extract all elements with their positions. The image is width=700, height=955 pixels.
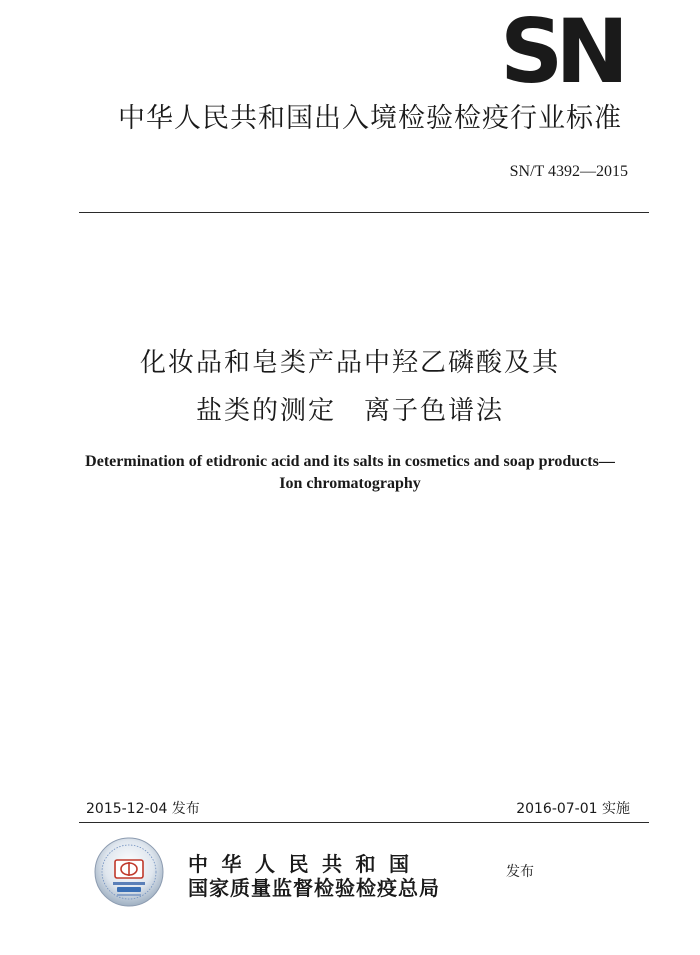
footer-divider bbox=[79, 822, 649, 823]
svg-text:SN: SN bbox=[500, 12, 622, 84]
issue-date: 2015-12-04 发布 bbox=[86, 801, 200, 817]
anti-counterfeit-seal-icon bbox=[93, 836, 165, 908]
publish-label: 发布 bbox=[506, 864, 534, 880]
standard-category: 中华人民共和国出入境检验检疫行业标准 bbox=[118, 103, 622, 134]
title-zh-line2: 盐类的测定 离子色谱法 bbox=[195, 396, 504, 426]
title-en-line2: Ion chromatography bbox=[279, 475, 421, 492]
standard-number: SN/T 4392—2015 bbox=[509, 163, 628, 180]
implementation-date: 2016-07-01 实施 bbox=[516, 801, 630, 817]
header-divider bbox=[79, 212, 649, 213]
issuer-line2: 国家质量监督检验检疫总局 bbox=[188, 876, 440, 900]
issuer-line1: 中华人民共和国 bbox=[188, 852, 423, 876]
title-zh-line1: 化妆品和皂类产品中羟乙磷酸及其 bbox=[139, 348, 560, 378]
sn-logo bbox=[500, 12, 642, 84]
title-en-line1: Determination of etidronic acid and its salts in cosmetics and soap products— bbox=[85, 453, 615, 470]
